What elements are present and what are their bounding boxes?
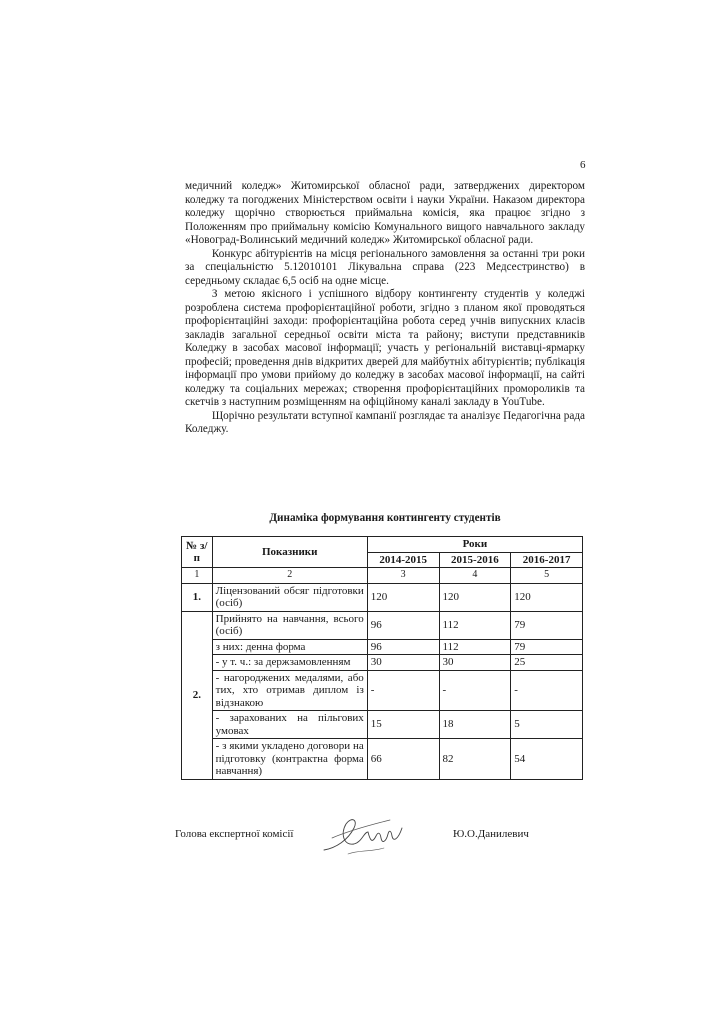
body-text xyxy=(185,180,585,437)
table-row xyxy=(182,711,583,739)
table-row xyxy=(182,655,583,671)
row-value: - xyxy=(439,670,511,711)
row-number: 1. xyxy=(182,583,213,611)
column-number: 4 xyxy=(439,568,511,584)
header-year: 2014-2015 xyxy=(367,552,439,568)
table-row xyxy=(182,611,583,639)
row-label: з них: денна форма xyxy=(212,639,367,655)
row-value: 79 xyxy=(511,639,583,655)
row-value: 96 xyxy=(367,611,439,639)
header-year: 2016-2017 xyxy=(511,552,583,568)
column-number: 5 xyxy=(511,568,583,584)
row-value: 120 xyxy=(439,583,511,611)
row-value: 5 xyxy=(511,711,583,739)
row-value: - xyxy=(511,670,583,711)
column-number: 1 xyxy=(182,568,213,584)
row-value: 30 xyxy=(439,655,511,671)
row-value: 15 xyxy=(367,711,439,739)
row-label: - зарахованих на пільгових умовах xyxy=(212,711,367,739)
row-value: - xyxy=(367,670,439,711)
page-number: 6 xyxy=(580,159,586,171)
column-number: 2 xyxy=(212,568,367,584)
table-row xyxy=(182,639,583,655)
paragraph-4: Щорічно результати вступної кампанії розглядає та аналізує Педагогічна рада Коледжу. xyxy=(185,409,585,435)
row-label: - з якими укладено договори на підготовку (контрактна форма навчання) xyxy=(212,739,367,780)
row-value: 120 xyxy=(511,583,583,611)
table-title: Динаміка формування контингенту студентів xyxy=(269,512,501,524)
table-row xyxy=(182,583,583,611)
handwritten-signature xyxy=(318,810,413,858)
header-years: Роки xyxy=(367,537,582,553)
row-value: 120 xyxy=(367,583,439,611)
table-row xyxy=(182,670,583,711)
contingent-table xyxy=(181,536,583,780)
row-value: 96 xyxy=(367,639,439,655)
header-indicators: Показники xyxy=(212,537,367,568)
row-value: 66 xyxy=(367,739,439,780)
row-value: 82 xyxy=(439,739,511,780)
row-label: - у т. ч.: за держзамовленням xyxy=(212,655,367,671)
row-value: 112 xyxy=(439,639,511,655)
paragraph-2: Конкурс абітурієнтів на місця регіонального замовлення за останні три роки за спеціальністю 5.12010101 Лікувальна справа (223 Медсестринство) в середньому складає 6,5 осіб на одне місце. xyxy=(185,247,585,287)
signatory-name: Ю.О.Данилевич xyxy=(453,828,529,840)
row-label: - нагороджених медалями, або тих, хто отримав диплом із відзнакою xyxy=(212,670,367,711)
row-value: 30 xyxy=(367,655,439,671)
header-number: № з/п xyxy=(182,537,213,568)
table-row xyxy=(182,739,583,780)
row-number: 2. xyxy=(182,611,213,779)
paragraph-1: медичний коледж» Житомирської обласної ради, затверджених директором коледжу та погоджених Міністерством освіти і науки України. Наказом директора коледжу щорічно створюється приймальна комісія, яка працює згідно з Положенням про приймальну комісію Комунального вищого навчального закладу «Новоград-Волинський медичний коледж» Житомирської обласної ради. xyxy=(185,180,585,246)
header-year: 2015-2016 xyxy=(439,552,511,568)
row-value: 79 xyxy=(511,611,583,639)
signatory-role: Голова експертної комісії xyxy=(175,828,294,840)
row-label: Ліцензований обсяг підготовки (осіб) xyxy=(212,583,367,611)
row-value: 25 xyxy=(511,655,583,671)
row-value: 18 xyxy=(439,711,511,739)
column-number: 3 xyxy=(367,568,439,584)
row-label: Прийнято на навчання, всього (осіб) xyxy=(212,611,367,639)
row-value: 54 xyxy=(511,739,583,780)
paragraph-3: З метою якісного і успішного відбору контингенту студентів у коледжі розроблена система профорієнтаційної роботи, згідно з планом якої проводяться профорієнтаційні заходи: профорієнтаційна робота серед учнів випускних класів закладів загальної середньої освіти міста та району; виступи представників Коледжу в засобах масової інформації; участь у регіональній виставці-ярмарку професій; проведення днів відкритих дверей для майбутніх абітурієнтів; публікація інформації про умови прийому до коледжу в засобах масової інформації, на сайті коледжу та соціальних мережах; створення профорієнтаційних промороликів та скетчів з наступним розміщенням на офіційному каналі закладу в YouTube. xyxy=(185,288,585,408)
row-value: 112 xyxy=(439,611,511,639)
table-row xyxy=(182,568,583,584)
